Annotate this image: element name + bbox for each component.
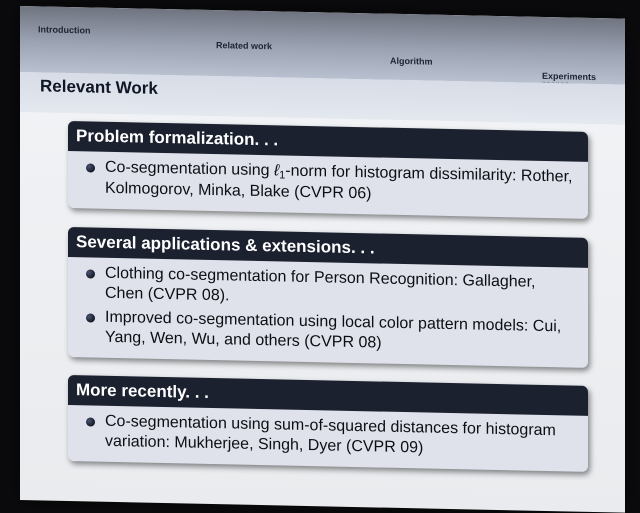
bullet-icon [86, 163, 95, 172]
block-body [68, 151, 588, 219]
projected-slide [20, 6, 625, 513]
bullet-icon [86, 313, 95, 322]
nav-introduction[interactable]: Introduction [38, 24, 91, 36]
nav-related-work[interactable]: Related work [216, 40, 273, 52]
nav-experiments[interactable]: Experiments [542, 70, 597, 83]
bullet-text-pre: Co-segmentation using [105, 158, 274, 180]
list-item [86, 157, 578, 208]
block-applications-extensions [68, 227, 588, 368]
math-ell: ℓ [273, 162, 280, 180]
list-item [86, 307, 578, 357]
block-title: Problem formalization. . . [68, 121, 588, 162]
block-body [68, 405, 588, 472]
list-item [86, 263, 578, 313]
block-more-recently [68, 375, 588, 472]
list-item [86, 411, 578, 461]
bullet-icon [86, 269, 95, 278]
block-problem-formalization [68, 121, 588, 219]
bullet-text: Co-segmentation using sum-of-squared distances for histogram variation: Mukherjee, Singh, Dyer (CVPR 09) [105, 412, 556, 457]
math-subscript: 1 [279, 169, 286, 182]
bullet-text: Improved co-segmentation using local color pattern models: Cui, Yang, Wen, Wu, and others (CVPR 08) [105, 308, 562, 352]
frame-title: Relevant Work [40, 76, 158, 98]
bullet-text [105, 158, 578, 209]
bullet-text: Clothing co-segmentation for Person Recognition: Gallagher, Chen (CVPR 08). [105, 264, 536, 305]
block-title: More recently. . . [68, 375, 588, 416]
section-navigation-bar [20, 6, 625, 85]
block-title: Several applications & extensions. . . [68, 227, 588, 268]
nav-algorithm[interactable]: Algorithm [390, 55, 433, 67]
block-body [68, 257, 588, 368]
bullet-icon [86, 417, 95, 426]
bullet-text-post: -norm for histogram dissimilarity: Rother, Kolmogorov, Minka, Blake (CVPR 06) [105, 162, 573, 203]
